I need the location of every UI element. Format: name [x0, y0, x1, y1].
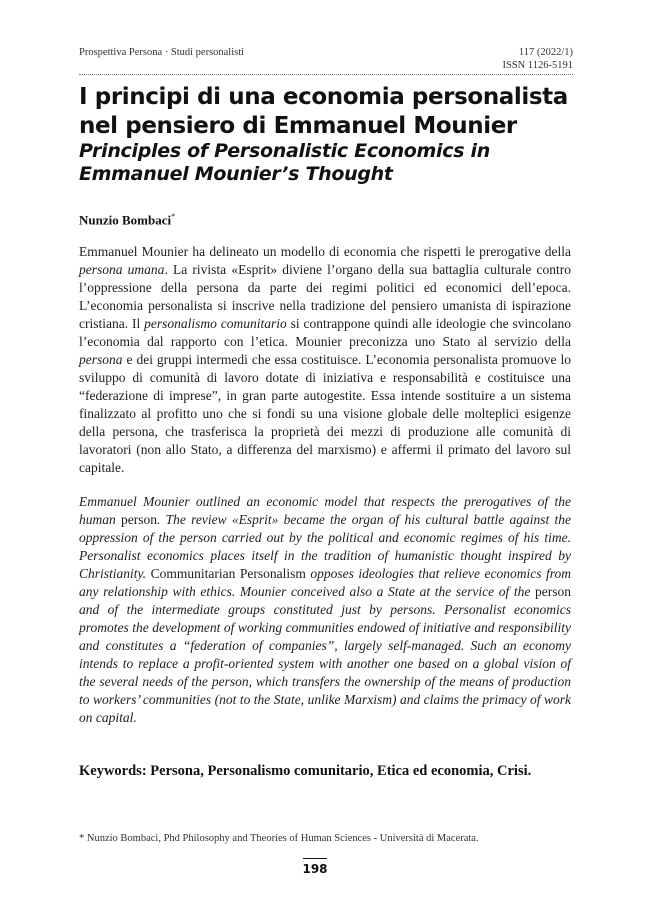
- abstract-segment: persona: [79, 352, 123, 367]
- abstract-segment: Emmanuel Mounier outlined an economic model that respects the prerogatives of the human: [79, 494, 571, 527]
- article-title: I principi di una economia personalista nel pensiero di Emmanuel Mounier: [79, 84, 568, 139]
- abstract-segment: . La rivista «Esprit» diviene l’organo della sua battaglia culturale contro l’oppressione della persona da parte dei regimi politici ed economici dell’epoca. L’economia personalista si inscrive nella tradizione del pensiero umanista di ispirazione cristiana. Il: [79, 262, 571, 331]
- abstract-segment: si contrappone quindi alle ideologie che svincolano l’economia dal rapporto con l’etica. Mounier preconizza uno Stato al servizio della: [79, 316, 571, 349]
- keywords: Keywords: Persona, Personalismo comunitario, Etica ed economia, Crisi.: [79, 763, 532, 779]
- abstract-segment: Communitarian Personalism: [150, 566, 306, 581]
- article-subtitle: Principles of Personalistic Economics in Emmanuel Mounier’s Thought: [79, 140, 490, 185]
- issue-number: 117 (2022/1): [518, 47, 573, 58]
- abstract-segment: opposes ideologies that relieve economics from any relationship with ethics. Mounier conceived also a State at the service of the: [79, 566, 571, 599]
- abstract-segment: and of the intermediate groups constituted just by persons. Personalist economics promotes the development of working communities endowed of initiative and responsibility and constitutes a “federation of companies”, largely self-managed. Such an economy intends to replace a profit-oriented system with another one based on a global vision of the several needs of the person, which transfers the ownership of the means of production to workers’ communities (not to the State, unlike Marxism) and claims the primacy of work on capital.: [79, 602, 571, 725]
- abstract-segment: person: [121, 512, 157, 527]
- abstract-segment: person: [535, 584, 571, 599]
- author-name: Nunzio Bombaci: [79, 212, 172, 228]
- running-header: [79, 44, 573, 74]
- author-footnote-mark: *: [171, 212, 176, 221]
- abstract-segment: . The review «Esprit» became the organ of his cultural battle against the oppression of the person carried out by the political and economic regimes of his time. Personalist economics places itself in the tradition of humanistic thought inspired by Christianity.: [79, 512, 571, 581]
- footnote: * Nunzio Bombaci, Phd Philosophy and Theories of Human Sciences - Università di Macerata.: [79, 833, 479, 844]
- page-number-rule: [303, 858, 327, 859]
- header-rule: [79, 74, 573, 75]
- abstract-english: [79, 493, 571, 727]
- issn: ISSN 1126-5191: [502, 59, 573, 71]
- abstract-segment: e dei gruppi intermedi che essa costituisce. L’economia personalista promuove lo sviluppo di comunità di lavoro dotate di iniziativa e responsabilità e costituisce una “federazione di imprese”, in gran parte autogestite. Essa intende sostituire a un sistema finalizzato al profitto uno che si fondi su una visione globale delle molteplici esigenze della persona, che trasferisca la proprietà dei mezzi di produzione alle comunità di lavoratori (non allo Stato, a differenza del marxismo) e affermi il primato del lavoro sul capitale.: [79, 352, 571, 475]
- abstract-segment: persona umana: [79, 262, 165, 277]
- page-number: 198: [302, 862, 328, 876]
- page-number-block: [300, 858, 330, 876]
- abstract-segment: Emmanuel Mounier ha delineato un modello di economia che rispetti le prerogative della: [79, 244, 571, 259]
- author-line: [79, 212, 175, 228]
- issue-info: [503, 47, 574, 72]
- abstract-italian: [79, 243, 571, 477]
- journal-name: Prospettiva Persona · Studi personalisti: [79, 47, 245, 58]
- abstract-segment: personalismo comunitario: [144, 316, 287, 331]
